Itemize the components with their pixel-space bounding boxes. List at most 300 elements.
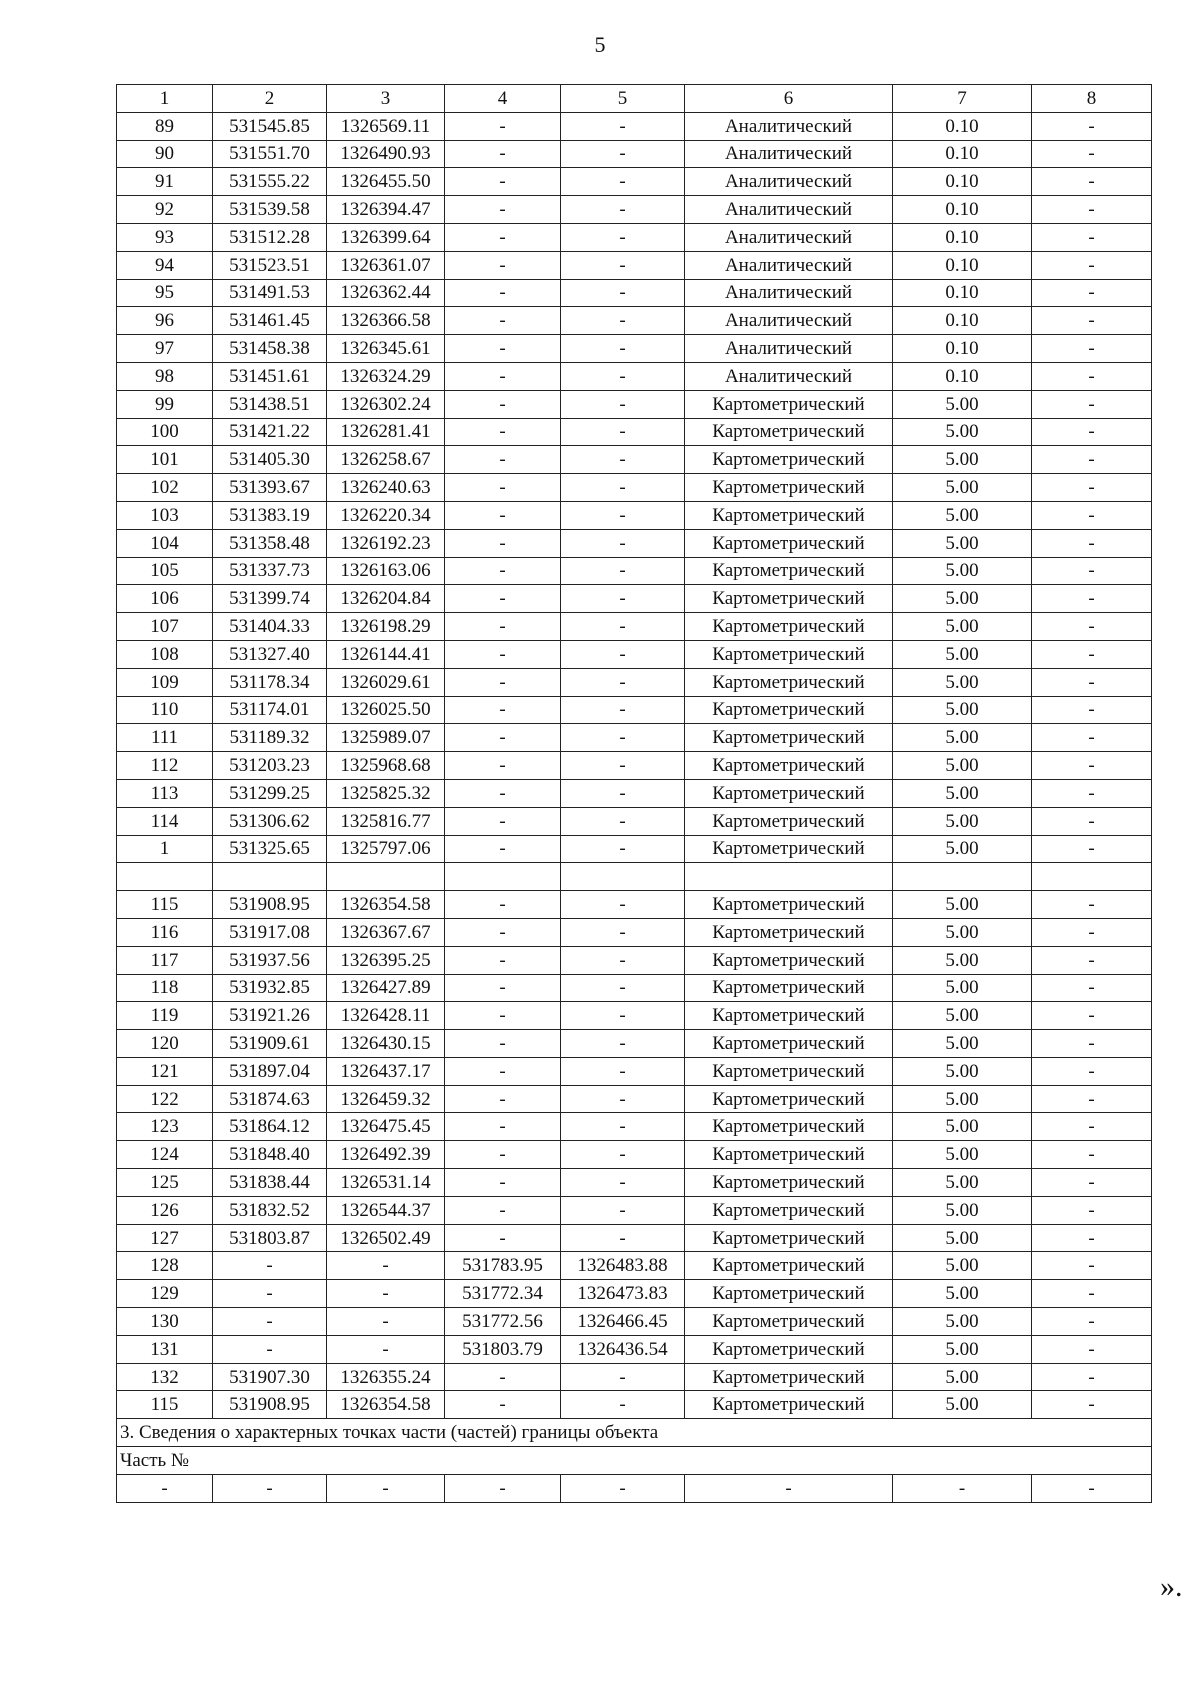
cell-col-7: 0.10 xyxy=(893,196,1032,224)
cell-col-1: 111 xyxy=(117,724,213,752)
cell-col-7: 5.00 xyxy=(893,557,1032,585)
cell-col-8: - xyxy=(1032,1002,1152,1030)
cell-col-1: 91 xyxy=(117,168,213,196)
cell-col-8: - xyxy=(1032,1252,1152,1280)
cell-col-8: - xyxy=(1032,807,1152,835)
cell-col-6: Аналитический xyxy=(685,140,893,168)
cell-col-2: 531178.34 xyxy=(213,668,327,696)
cell-col-5: - xyxy=(561,390,685,418)
cell-col-1: 99 xyxy=(117,390,213,418)
cell-col-7: 0.10 xyxy=(893,168,1032,196)
cell-col-3: 1326355.24 xyxy=(327,1363,445,1391)
cell-col-6: Картометрический xyxy=(685,418,893,446)
cell-col-5: - xyxy=(561,918,685,946)
cell-col-1: 112 xyxy=(117,752,213,780)
table-row xyxy=(117,501,1152,529)
table-row xyxy=(117,724,1152,752)
cell-col-8: - xyxy=(1032,918,1152,946)
cell-col-7: 5.00 xyxy=(893,1057,1032,1085)
cell-col-1 xyxy=(117,863,213,891)
table-row xyxy=(117,1196,1152,1224)
cell-col-7: 5.00 xyxy=(893,501,1032,529)
cell-col-3: 1326459.32 xyxy=(327,1085,445,1113)
cell-col-6: Картометрический xyxy=(685,390,893,418)
cell-col-3: 1326428.11 xyxy=(327,1002,445,1030)
cell-col-3: 1326302.24 xyxy=(327,390,445,418)
cell-col-8: - xyxy=(1032,1057,1152,1085)
cell-col-5: - xyxy=(561,1196,685,1224)
cell-col-2: 531932.85 xyxy=(213,974,327,1002)
cell-col-6: Картометрический xyxy=(685,1196,893,1224)
cell-col-2: 531917.08 xyxy=(213,918,327,946)
cell-col-7: 5.00 xyxy=(893,1308,1032,1336)
section-3-heading-text: 3. Сведения о характерных точках части (частей) границы объекта xyxy=(117,1419,1152,1447)
cell-col-5: - xyxy=(561,640,685,668)
cell-col-3: 1325825.32 xyxy=(327,779,445,807)
cell-col-4 xyxy=(445,863,561,891)
cell-col-2: 531897.04 xyxy=(213,1057,327,1085)
cell-col-1: 125 xyxy=(117,1169,213,1197)
table-row xyxy=(117,529,1152,557)
final-dash-row xyxy=(117,1474,1152,1502)
cell-col-8: 8 xyxy=(1032,85,1152,113)
section-3-heading xyxy=(117,1419,1152,1447)
cell-col-7: 5.00 xyxy=(893,724,1032,752)
cell-col-3: 1326240.63 xyxy=(327,474,445,502)
cell-col-8: - xyxy=(1032,640,1152,668)
cell-col-8: - xyxy=(1032,501,1152,529)
cell-col-3: 1326204.84 xyxy=(327,585,445,613)
cell-col-3: - xyxy=(327,1308,445,1336)
cell-col-3: 1326394.47 xyxy=(327,196,445,224)
cell-col-5: - xyxy=(561,474,685,502)
cell-col-1: 132 xyxy=(117,1363,213,1391)
cell-col-2: 531539.58 xyxy=(213,196,327,224)
cell-col-6: Аналитический xyxy=(685,279,893,307)
cell-col-1: 106 xyxy=(117,585,213,613)
cell-col-6: Аналитический xyxy=(685,223,893,251)
cell-col-7: 5.00 xyxy=(893,918,1032,946)
cell-col-6: Картометрический xyxy=(685,446,893,474)
cell-col-4: - xyxy=(445,752,561,780)
cell-col-7: 5.00 xyxy=(893,668,1032,696)
cell-col-7: 0.10 xyxy=(893,362,1032,390)
cell-col-5: - xyxy=(561,1085,685,1113)
cell-col-4: - xyxy=(445,1391,561,1419)
cell-col-7: 5.00 xyxy=(893,807,1032,835)
cell-col-3: 1325816.77 xyxy=(327,807,445,835)
cell-col-4: - xyxy=(445,1113,561,1141)
cell-col-5: - xyxy=(561,1474,685,1502)
cell-col-5: - xyxy=(561,668,685,696)
cell-col-6: Картометрический xyxy=(685,696,893,724)
cell-col-4: - xyxy=(445,1002,561,1030)
cell-col-2: 531327.40 xyxy=(213,640,327,668)
table-row xyxy=(117,362,1152,390)
cell-col-7: 5.00 xyxy=(893,779,1032,807)
cell-col-3: 1325989.07 xyxy=(327,724,445,752)
cell-col-3: 1326163.06 xyxy=(327,557,445,585)
cell-col-6: Картометрический xyxy=(685,1002,893,1030)
cell-col-8: - xyxy=(1032,1474,1152,1502)
cell-col-5: - xyxy=(561,307,685,335)
cell-col-4: - xyxy=(445,529,561,557)
cell-col-3: 1326324.29 xyxy=(327,362,445,390)
cell-col-8: - xyxy=(1032,140,1152,168)
cell-col-2: 531404.33 xyxy=(213,613,327,641)
table-row xyxy=(117,863,1152,891)
cell-col-8: - xyxy=(1032,251,1152,279)
cell-col-8: - xyxy=(1032,1085,1152,1113)
cell-col-2: 531907.30 xyxy=(213,1363,327,1391)
cell-col-5: 1326466.45 xyxy=(561,1308,685,1336)
cell-col-7: 5.00 xyxy=(893,446,1032,474)
cell-col-5: 5 xyxy=(561,85,685,113)
cell-col-4: - xyxy=(445,140,561,168)
cell-col-2: 531458.38 xyxy=(213,335,327,363)
cell-col-4: - xyxy=(445,724,561,752)
cell-col-3: 1326455.50 xyxy=(327,168,445,196)
cell-col-6: Картометрический xyxy=(685,1169,893,1197)
cell-col-1: 105 xyxy=(117,557,213,585)
cell-col-4: - xyxy=(445,418,561,446)
cell-col-8: - xyxy=(1032,891,1152,919)
cell-col-7: 5.00 xyxy=(893,1280,1032,1308)
cell-col-2: 531491.53 xyxy=(213,279,327,307)
cell-col-2: 531325.65 xyxy=(213,835,327,863)
cell-col-5: - xyxy=(561,1030,685,1058)
cell-col-3: 1326198.29 xyxy=(327,613,445,641)
cell-col-7: 5.00 xyxy=(893,1141,1032,1169)
cell-col-1: 130 xyxy=(117,1308,213,1336)
cell-col-6: Картометрический xyxy=(685,779,893,807)
cell-col-7: 5.00 xyxy=(893,974,1032,1002)
cell-col-6: Картометрический xyxy=(685,529,893,557)
cell-col-3: 1326144.41 xyxy=(327,640,445,668)
cell-col-1: 117 xyxy=(117,946,213,974)
cell-col-8: - xyxy=(1032,112,1152,140)
table-row xyxy=(117,1224,1152,1252)
cell-col-2: 531306.62 xyxy=(213,807,327,835)
cell-col-8: - xyxy=(1032,279,1152,307)
cell-col-4: - xyxy=(445,1196,561,1224)
cell-col-6: Картометрический xyxy=(685,946,893,974)
cell-col-5 xyxy=(561,863,685,891)
cell-col-6: Аналитический xyxy=(685,335,893,363)
cell-col-4: - xyxy=(445,696,561,724)
cell-col-2: 531399.74 xyxy=(213,585,327,613)
cell-col-6: Картометрический xyxy=(685,1308,893,1336)
cell-col-7: 5.00 xyxy=(893,752,1032,780)
cell-col-8: - xyxy=(1032,1280,1152,1308)
cell-col-2: 531908.95 xyxy=(213,1391,327,1419)
table-row xyxy=(117,251,1152,279)
cell-col-7: 0.10 xyxy=(893,307,1032,335)
cell-col-2: 531545.85 xyxy=(213,112,327,140)
cell-col-6: Картометрический xyxy=(685,724,893,752)
cell-col-4: - xyxy=(445,1141,561,1169)
cell-col-8: - xyxy=(1032,724,1152,752)
cell-col-4: 531772.56 xyxy=(445,1308,561,1336)
cell-col-1: 93 xyxy=(117,223,213,251)
table-row xyxy=(117,640,1152,668)
cell-col-3: 1326427.89 xyxy=(327,974,445,1002)
cell-col-5: - xyxy=(561,807,685,835)
table-row xyxy=(117,1141,1152,1169)
cell-col-5: - xyxy=(561,335,685,363)
cell-col-3: 1326220.34 xyxy=(327,501,445,529)
cell-col-5: 1326436.54 xyxy=(561,1335,685,1363)
cell-col-8: - xyxy=(1032,1308,1152,1336)
cell-col-5: - xyxy=(561,1141,685,1169)
cell-col-7: - xyxy=(893,1474,1032,1502)
cell-col-3: 1326430.15 xyxy=(327,1030,445,1058)
cell-col-7: 5.00 xyxy=(893,1391,1032,1419)
cell-col-4: - xyxy=(445,1363,561,1391)
cell-col-8: - xyxy=(1032,390,1152,418)
cell-col-7: 5.00 xyxy=(893,1252,1032,1280)
cell-col-1: - xyxy=(117,1474,213,1502)
cell-col-2: - xyxy=(213,1280,327,1308)
cell-col-8 xyxy=(1032,863,1152,891)
table-row xyxy=(117,613,1152,641)
cell-col-1: 114 xyxy=(117,807,213,835)
cell-col-2: 531838.44 xyxy=(213,1169,327,1197)
table-row xyxy=(117,446,1152,474)
closing-quote-mark: ». xyxy=(1160,1570,1183,1603)
cell-col-6: Картометрический xyxy=(685,1363,893,1391)
table-row xyxy=(117,1169,1152,1197)
cell-col-2: 531438.51 xyxy=(213,390,327,418)
cell-col-4: - xyxy=(445,362,561,390)
cell-col-3: 1326361.07 xyxy=(327,251,445,279)
cell-col-6: Аналитический xyxy=(685,362,893,390)
cell-col-7: 0.10 xyxy=(893,140,1032,168)
cell-col-2: 531203.23 xyxy=(213,752,327,780)
cell-col-1: 107 xyxy=(117,613,213,641)
table-row xyxy=(117,474,1152,502)
cell-col-7: 5.00 xyxy=(893,1335,1032,1363)
cell-col-2: 531337.73 xyxy=(213,557,327,585)
cell-col-2: 531174.01 xyxy=(213,696,327,724)
cell-col-6: Картометрический xyxy=(685,640,893,668)
cell-col-6: Картометрический xyxy=(685,668,893,696)
coordinates-table xyxy=(116,84,1152,1503)
cell-col-2: 531512.28 xyxy=(213,223,327,251)
cell-col-7: 5.00 xyxy=(893,474,1032,502)
cell-col-3 xyxy=(327,863,445,891)
cell-col-5: - xyxy=(561,1057,685,1085)
cell-col-6: Картометрический xyxy=(685,1335,893,1363)
table-row xyxy=(117,1252,1152,1280)
cell-col-6: Картометрический xyxy=(685,1085,893,1113)
cell-col-5: - xyxy=(561,251,685,279)
cell-col-4: - xyxy=(445,835,561,863)
cell-col-3: 1326531.14 xyxy=(327,1169,445,1197)
cell-col-1: 95 xyxy=(117,279,213,307)
table-row xyxy=(117,1363,1152,1391)
cell-col-4: 531783.95 xyxy=(445,1252,561,1280)
cell-col-3: 1325797.06 xyxy=(327,835,445,863)
cell-col-1: 104 xyxy=(117,529,213,557)
cell-col-1: 127 xyxy=(117,1224,213,1252)
cell-col-5: - xyxy=(561,362,685,390)
cell-col-3: 1326399.64 xyxy=(327,223,445,251)
cell-col-8: - xyxy=(1032,613,1152,641)
table-row xyxy=(117,779,1152,807)
table-row xyxy=(117,974,1152,1002)
cell-col-6: Картометрический xyxy=(685,613,893,641)
cell-col-3: 1326544.37 xyxy=(327,1196,445,1224)
cell-col-8: - xyxy=(1032,1335,1152,1363)
cell-col-8: - xyxy=(1032,168,1152,196)
cell-col-2: - xyxy=(213,1308,327,1336)
cell-col-4: - xyxy=(445,112,561,140)
cell-col-1: 108 xyxy=(117,640,213,668)
cell-col-4: - xyxy=(445,1224,561,1252)
cell-col-2: 531461.45 xyxy=(213,307,327,335)
cell-col-1: 115 xyxy=(117,891,213,919)
cell-col-6: Картометрический xyxy=(685,1252,893,1280)
cell-col-4: 531803.79 xyxy=(445,1335,561,1363)
cell-col-5: - xyxy=(561,1113,685,1141)
cell-col-7: 0.10 xyxy=(893,335,1032,363)
cell-col-7: 5.00 xyxy=(893,1224,1032,1252)
cell-col-1: 119 xyxy=(117,1002,213,1030)
cell-col-2: 531937.56 xyxy=(213,946,327,974)
cell-col-1: 1 xyxy=(117,85,213,113)
cell-col-1: 96 xyxy=(117,307,213,335)
cell-col-8: - xyxy=(1032,946,1152,974)
cell-col-3: 1326366.58 xyxy=(327,307,445,335)
cell-col-2: - xyxy=(213,1474,327,1502)
cell-col-5: - xyxy=(561,779,685,807)
page-number: 5 xyxy=(594,32,606,57)
cell-col-8: - xyxy=(1032,696,1152,724)
table-row xyxy=(117,891,1152,919)
cell-col-6: - xyxy=(685,1474,893,1502)
cell-col-5: - xyxy=(561,835,685,863)
cell-col-5: - xyxy=(561,1224,685,1252)
cell-col-8: - xyxy=(1032,668,1152,696)
cell-col-8: - xyxy=(1032,1391,1152,1419)
cell-col-6: Аналитический xyxy=(685,251,893,279)
cell-col-1: 129 xyxy=(117,1280,213,1308)
cell-col-7: 5.00 xyxy=(893,613,1032,641)
cell-col-6: Картометрический xyxy=(685,1391,893,1419)
cell-col-4: - xyxy=(445,1085,561,1113)
cell-col-1: 126 xyxy=(117,1196,213,1224)
cell-col-1: 101 xyxy=(117,446,213,474)
cell-col-8: - xyxy=(1032,585,1152,613)
cell-col-4: - xyxy=(445,1030,561,1058)
cell-col-4: - xyxy=(445,446,561,474)
cell-col-4: - xyxy=(445,807,561,835)
cell-col-6: Аналитический xyxy=(685,307,893,335)
cell-col-4: - xyxy=(445,307,561,335)
cell-col-3: 1326345.61 xyxy=(327,335,445,363)
cell-col-1: 128 xyxy=(117,1252,213,1280)
cell-col-5: - xyxy=(561,223,685,251)
cell-col-7: 0.10 xyxy=(893,279,1032,307)
table-header-row xyxy=(117,85,1152,113)
table-row xyxy=(117,696,1152,724)
cell-col-8: - xyxy=(1032,752,1152,780)
table-row xyxy=(117,418,1152,446)
cell-col-1: 92 xyxy=(117,196,213,224)
cell-col-4: - xyxy=(445,251,561,279)
cell-col-6: 6 xyxy=(685,85,893,113)
cell-col-6: Картометрический xyxy=(685,752,893,780)
cell-col-3: 1326354.58 xyxy=(327,1391,445,1419)
cell-col-2: 531874.63 xyxy=(213,1085,327,1113)
cell-col-7: 5.00 xyxy=(893,1169,1032,1197)
cell-col-7: 5.00 xyxy=(893,1085,1032,1113)
cell-col-7: 5.00 xyxy=(893,640,1032,668)
cell-col-5: - xyxy=(561,1169,685,1197)
cell-col-3: - xyxy=(327,1280,445,1308)
cell-col-1: 100 xyxy=(117,418,213,446)
cell-col-8: - xyxy=(1032,446,1152,474)
cell-col-5: - xyxy=(561,446,685,474)
cell-col-5: - xyxy=(561,1391,685,1419)
cell-col-6: Картометрический xyxy=(685,891,893,919)
cell-col-3: 1326475.45 xyxy=(327,1113,445,1141)
cell-col-5: - xyxy=(561,529,685,557)
cell-col-4: - xyxy=(445,1474,561,1502)
table-row xyxy=(117,585,1152,613)
cell-col-4: 4 xyxy=(445,85,561,113)
cell-col-4: - xyxy=(445,1057,561,1085)
cell-col-2: 531832.52 xyxy=(213,1196,327,1224)
cell-col-7 xyxy=(893,863,1032,891)
cell-col-7: 5.00 xyxy=(893,529,1032,557)
cell-col-8: - xyxy=(1032,362,1152,390)
cell-col-3: 1326362.44 xyxy=(327,279,445,307)
table-row xyxy=(117,1280,1152,1308)
cell-col-1: 102 xyxy=(117,474,213,502)
cell-col-8: - xyxy=(1032,1113,1152,1141)
cell-col-6: Аналитический xyxy=(685,112,893,140)
cell-col-6: Картометрический xyxy=(685,1141,893,1169)
cell-col-4: - xyxy=(445,613,561,641)
cell-col-7: 5.00 xyxy=(893,891,1032,919)
cell-col-5: - xyxy=(561,946,685,974)
cell-col-1: 97 xyxy=(117,335,213,363)
cell-col-2: 531921.26 xyxy=(213,1002,327,1030)
cell-col-3: 1326490.93 xyxy=(327,140,445,168)
cell-col-3: 3 xyxy=(327,85,445,113)
table-row xyxy=(117,140,1152,168)
cell-col-6: Картометрический xyxy=(685,474,893,502)
cell-col-5: 1326473.83 xyxy=(561,1280,685,1308)
cell-col-4: - xyxy=(445,779,561,807)
cell-col-4: - xyxy=(445,585,561,613)
cell-col-4: - xyxy=(445,390,561,418)
cell-col-5: - xyxy=(561,557,685,585)
cell-col-8: - xyxy=(1032,1363,1152,1391)
table-row xyxy=(117,1335,1152,1363)
cell-col-1: 123 xyxy=(117,1113,213,1141)
cell-col-5: - xyxy=(561,752,685,780)
table-row xyxy=(117,1030,1152,1058)
cell-col-8: - xyxy=(1032,974,1152,1002)
part-number-row xyxy=(117,1447,1152,1475)
cell-col-6: Картометрический xyxy=(685,1030,893,1058)
cell-col-8: - xyxy=(1032,1030,1152,1058)
cell-col-6: Аналитический xyxy=(685,168,893,196)
cell-col-8: - xyxy=(1032,1141,1152,1169)
